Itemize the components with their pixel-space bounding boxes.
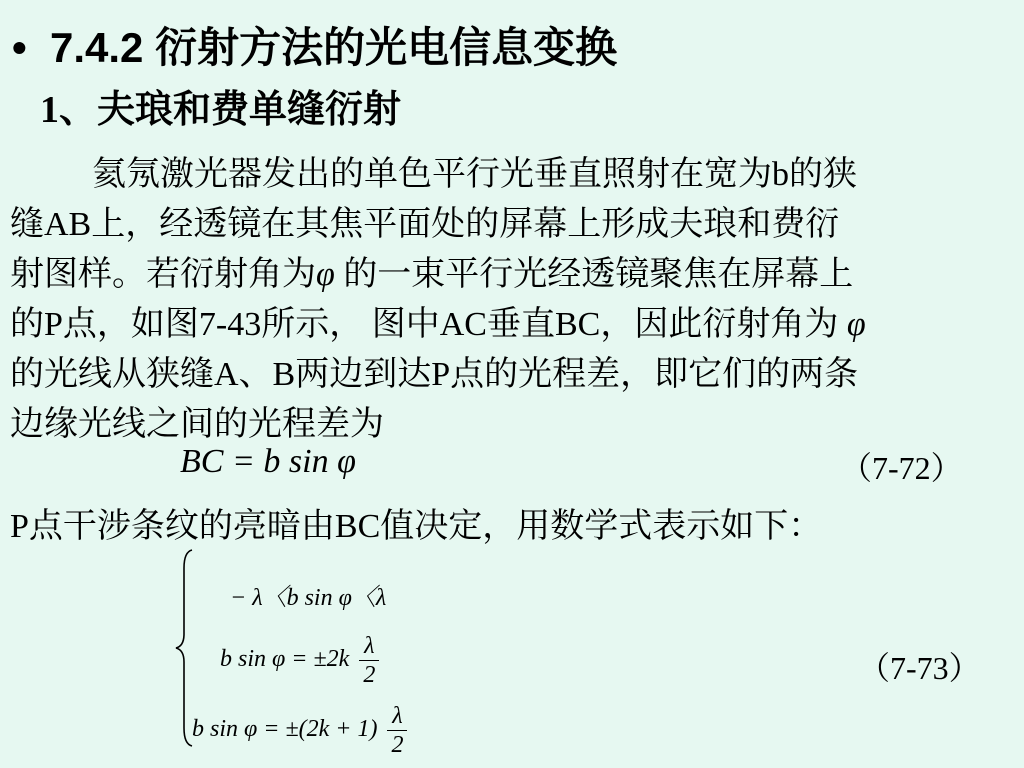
- body-paragraph: [10, 150, 1014, 450]
- fraction-denominator: 2: [363, 662, 376, 688]
- phi-symbol: φ: [846, 306, 866, 343]
- paragraph-text: 的一束平行光经透镜聚焦在屏幕上: [343, 256, 854, 293]
- paragraph-line: [10, 300, 1014, 350]
- paragraph-text: 射图样。若衍射角为: [10, 256, 316, 293]
- paragraph-line: 缝AB上，经透镜在其焦平面处的屏幕上形成夫琅和费衍: [10, 206, 840, 243]
- paragraph-line: [10, 250, 1014, 300]
- condition-case-1: − λ〈b sin φ〈λ: [230, 585, 387, 611]
- interference-description: P点干涉条纹的亮暗由BC值决定，用数学式表示如下：: [10, 508, 823, 545]
- section-heading-text: 7.4.2 衍射方法的光电信息变换: [50, 24, 618, 71]
- paragraph-text: 的P点，如图7-43所示， 图中AC垂直BC，因此衍射角为: [10, 306, 839, 343]
- equation-number-7-73: （7-73）: [858, 650, 981, 686]
- phi-symbol: φ: [316, 256, 335, 293]
- fraction-numerator: λ: [387, 702, 407, 731]
- lambda-half-fraction: [387, 702, 407, 759]
- equation-number-7-72: （7-72）: [840, 450, 963, 486]
- paragraph-line: 的光线从狭缝A、B两边到达P点的光程差，即它们的两条: [10, 356, 859, 393]
- paragraph-line: 氦氖激光器发出的单色平行光垂直照射在宽为b的狭: [92, 156, 857, 193]
- section-heading: [12, 22, 617, 74]
- bullet-icon: •: [12, 24, 27, 71]
- condition-case-2: [220, 632, 379, 689]
- lambda-half-fraction: [359, 632, 379, 689]
- equation-7-72: BC = b sin φ: [180, 443, 356, 480]
- fraction-numerator: λ: [359, 632, 379, 661]
- case-2-expression: b sin φ = ±2k: [220, 646, 350, 673]
- condition-case-3: [192, 702, 407, 759]
- case-3-expression: b sin φ = ±(2k + 1): [192, 716, 378, 743]
- subsection-heading: 1、夫琅和费单缝衍射: [40, 89, 402, 131]
- fraction-denominator: 2: [391, 732, 404, 758]
- paragraph-line: 边缘光线之间的光程差为: [10, 406, 384, 443]
